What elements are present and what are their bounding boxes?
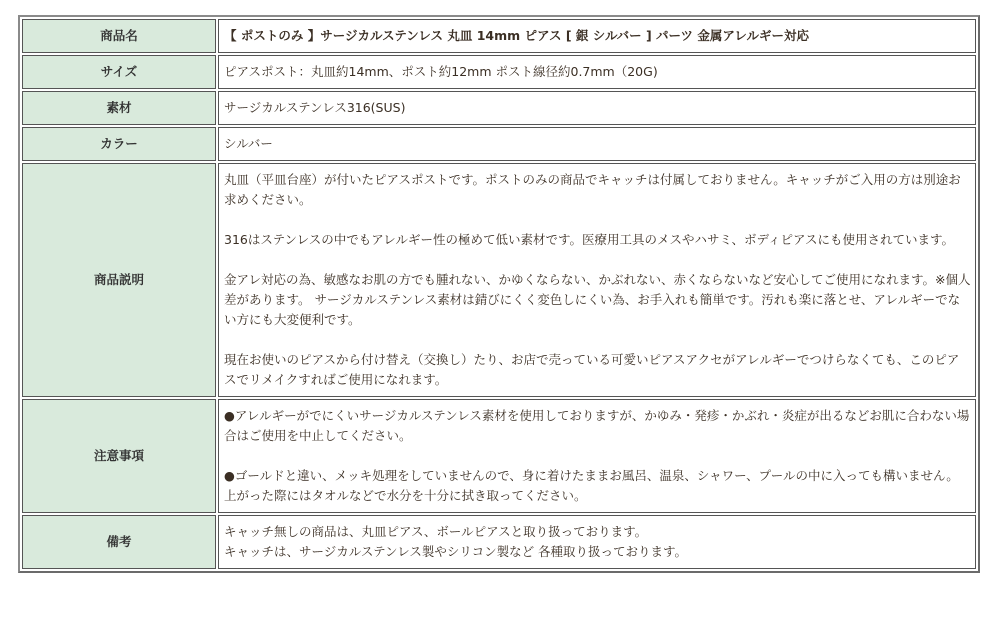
row-product-name <box>22 19 976 53</box>
value-product-name: 【 ポストのみ 】サージカルステンレス 丸皿 14mm ピアス [ 銀 シルバー ] パーツ 金属アレルギー対応 <box>218 19 976 53</box>
description-paragraph: 現在お使いのピアスから付け替え（交換し）たり、お店で売っている可愛いピアスアクセがアレルギーでつけらなくても、このピアスでリメイクすればご使用になれます。 <box>224 352 960 387</box>
row-description <box>22 163 976 397</box>
row-material <box>22 91 976 125</box>
description-paragraph: 丸皿（平皿台座）が付いたピアスポストです。ポストのみの商品でキャッチは付属しておりません。キャッチがご入用の方は別途お求めください。 <box>224 172 961 207</box>
row-size <box>22 55 976 89</box>
caution-paragraph: ●ゴールドと違い、メッキ処理をしていませんので、身に着けたままお風呂、温泉、シャワー、プールの中に入っても構いません。上がった際にはタオルなどで水分を十分に拭き取ってください。 <box>224 468 959 503</box>
note-line: キャッチ無しの商品は、丸皿ピアス、ボールピアスと取り扱っております。 <box>224 524 648 539</box>
value-notes <box>218 515 976 569</box>
value-color: シルバー <box>218 127 976 161</box>
value-description <box>218 163 976 397</box>
row-notes <box>22 515 976 569</box>
label-size: サイズ <box>22 55 216 89</box>
label-description: 商品説明 <box>22 163 216 397</box>
caution-paragraph: ●アレルギーがでにくいサージカルステンレス素材を使用しておりますが、かゆみ・発疹・かぶれ・炎症が出るなどお肌に合わない場合はご使用を中止してください。 <box>224 408 970 443</box>
value-material: サージカルステンレス316(SUS) <box>218 91 976 125</box>
row-color <box>22 127 976 161</box>
label-material: 素材 <box>22 91 216 125</box>
note-line: キャッチは、サージカルステンレス製やシリコン製など 各種取り扱っております。 <box>224 544 688 559</box>
label-notes: 備考 <box>22 515 216 569</box>
label-product-name: 商品名 <box>22 19 216 53</box>
description-paragraph: 316はステンレスの中でもアレルギー性の極めて低い素材です。医療用工具のメスやハサミ、ボディピアスにも使用されています。 <box>224 232 954 247</box>
label-color: カラー <box>22 127 216 161</box>
value-size: ピアスポスト：丸皿約14mm、ポスト約12mm ポスト線径約0.7mm（20G) <box>218 55 976 89</box>
product-spec-table <box>18 15 980 573</box>
description-paragraph: 金アレ対応の為、敏感なお肌の方でも腫れない、かゆくならない、かぶれない、赤くならないなど安心してご使用になれます。※個人差があります。 サージカルステンレス素材は錆びにくく変色しにくい為、お手入れも簡単です。汚れも楽に落とせ、アレルギーでない方にも大変便利です。 <box>224 272 971 327</box>
value-cautions <box>218 399 976 513</box>
row-cautions <box>22 399 976 513</box>
label-cautions: 注意事項 <box>22 399 216 513</box>
